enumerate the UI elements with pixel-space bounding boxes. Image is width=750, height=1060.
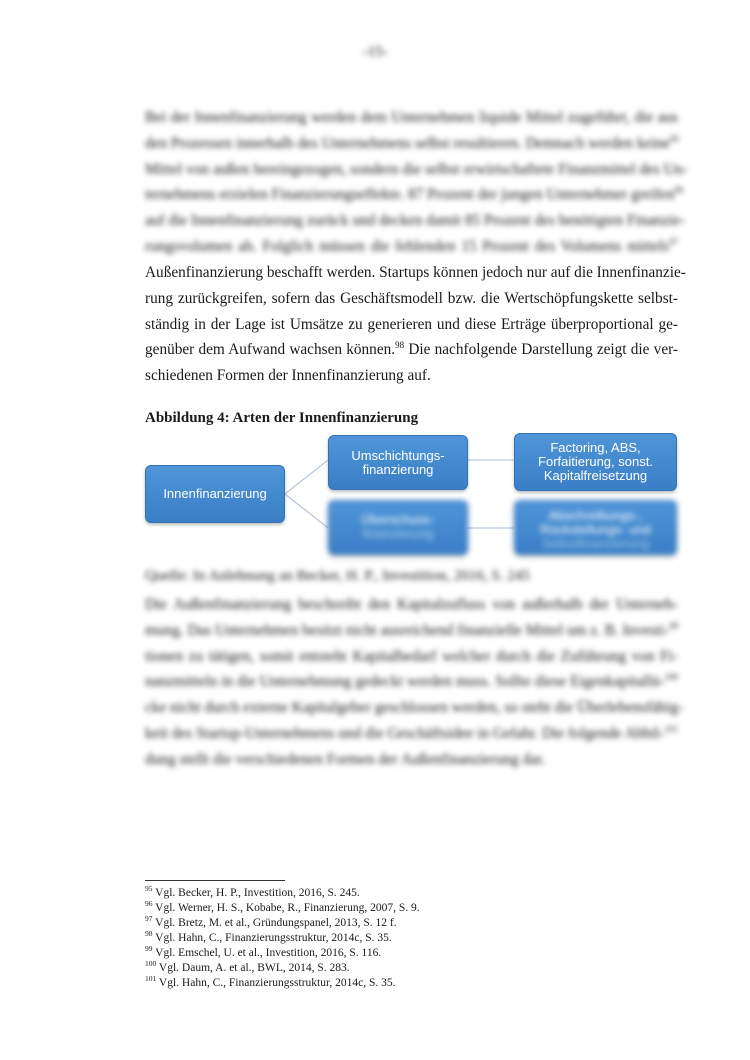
node-umschichtungsfinanzierung bbox=[328, 435, 468, 490]
text-line: genüber dem Aufwand wachsen können.$^{98}$ Die nachfolgende Darstellung zeigt die ver- bbox=[145, 340, 679, 359]
text-line: den Prozessen innerhalb des Unternehmens selbst resultieren. Demnach werden keine$^{95}$ bbox=[145, 133, 680, 152]
node-label: Innenfinanzierung bbox=[163, 486, 267, 501]
text-line: Mittel von außen hereingezogen, sondern die selbst erwirtschaftete Finanzmittel des Un- bbox=[145, 160, 688, 178]
footnote-list bbox=[145, 886, 420, 991]
text-line: Bei der Innenfinanzierung werden dem Unternehmen liquide Mittel zugeführt, die aus bbox=[145, 109, 678, 126]
node-label-line: Umschichtungs- bbox=[351, 447, 445, 463]
connector-root-top bbox=[285, 460, 328, 494]
footnote-divider bbox=[145, 880, 285, 881]
page-number: -15- bbox=[362, 44, 388, 60]
node-label-line: Abschreibungs-, bbox=[548, 508, 643, 523]
node-label-line: Rückstellungs- und bbox=[540, 522, 651, 537]
footnote: $^{96}$ Vgl. Werner, H. S., Kobabe, R., Finanzierung, 2007, S. 9. bbox=[145, 899, 420, 914]
text-line: keit des Startup-Unternehmens und die Geschäftsidee in Gefahr. Die folgende Abbil-$^{101}$ bbox=[145, 723, 679, 742]
node-label-line: Factoring, ABS, bbox=[550, 440, 641, 455]
footnote: $^{95}$ Vgl. Becker, H. P., Investition, 2016, S. 245. bbox=[145, 884, 360, 899]
node-label-line: finanzierung bbox=[362, 526, 434, 541]
footnote: $^{100}$ Vgl. Daum, A. et al., BWL, 2014, S. 283. bbox=[145, 959, 350, 974]
text-line: auf die Innenfinanzierung zurück und decken damit 85 Prozent des benötigten Finanzie- bbox=[145, 212, 685, 230]
text-line: tionen zu tätigen, somit entsteht Kapitalbedarf welcher durch die Zuführung von Fi- bbox=[145, 647, 678, 665]
footnote-ref: 100 bbox=[664, 672, 678, 683]
text-line: cke nicht durch externe Kapitalgeber geschlossen werden, so steht die Überlebensfähig- bbox=[145, 699, 684, 717]
figure-title: Abbildung 4: Arten der Innenfinanzierung bbox=[145, 410, 419, 426]
text-line: rung zurückgreifen, sofern das Geschäftsmodell bzw. die Wertschöpfungskette selbst- bbox=[145, 289, 678, 307]
footnote: $^{98}$ Vgl. Hahn, C., Finanzierungsstruktur, 2014c, S. 35. bbox=[145, 929, 392, 944]
footnote-ref: 101 bbox=[664, 723, 679, 734]
text-line: rungsvolumen ab. Folglich müssen die fehlenden 15 Prozent des Volumens mittels$^{97}$ bbox=[145, 236, 678, 255]
text-line: Außenfinanzierung beschafft werden. Startups können jedoch nur auf die Innenfinanzie- bbox=[145, 264, 686, 281]
footnote-ref: 99 bbox=[669, 620, 679, 631]
node-abschreibungen bbox=[514, 500, 677, 555]
node-ueberschussfinanzierung bbox=[328, 500, 468, 555]
footnote: $^{97}$ Vgl. Bretz, M. et al., Gründungspanel, 2013, S. 12 f. bbox=[145, 914, 397, 929]
text-line: Die Außenfinanzierung beschreibt den Kapitalzufluss von außerhalb der Unterneh- bbox=[145, 596, 678, 613]
footnote: $^{101}$ Vgl. Hahn, C., Finanzierungsstruktur, 2014c, S. 35. bbox=[145, 974, 396, 989]
footnote-ref: 95 bbox=[670, 133, 680, 144]
node-label-line: Überschuss- bbox=[361, 512, 435, 527]
text-line: dung stellt die verschiedenen Formen der Außenfinanzierung dar. bbox=[145, 750, 546, 768]
text-line: schiedenen Formen der Innenfinanzierung auf. bbox=[145, 367, 431, 385]
node-factoring bbox=[514, 433, 677, 491]
text-line: nanzmitteln in die Unternehmung gedeckt werden muss. Sollte diese Eigenkapitallü-$^{100}$ bbox=[145, 672, 678, 691]
node-innenfinanzierung bbox=[145, 465, 285, 523]
text-line: ständig in der Lage ist Umsätze zu generieren und diese Erträge überproportional ge- bbox=[145, 315, 678, 333]
node-label-line: finanzierung bbox=[362, 461, 434, 477]
node-label-line: Selbstfinanzierung bbox=[542, 536, 649, 551]
footnote-ref: 98 bbox=[395, 340, 405, 351]
body-paragraph bbox=[145, 260, 686, 389]
footnote: $^{99}$ Vgl. Emschel, U. et al., Investition, 2016, S. 116. bbox=[145, 944, 382, 959]
footnote-ref: 97 bbox=[669, 236, 678, 247]
connector-root-bottom bbox=[285, 494, 328, 528]
node-label-line: Forfaitierung, sonst. bbox=[538, 454, 653, 469]
figure-source: Quelle: In Anlehnung an Becker, H. P., Investition, 2016, S. 245 bbox=[145, 568, 530, 584]
intro-paragraph bbox=[145, 105, 688, 260]
text-line: mung. Das Unternehmen besitzt nicht ausreichend finanzielle Mittel um z. B. Investi-$^{99}$ bbox=[145, 620, 679, 639]
text-line: ternehmens erzielen Finanzierungseffekte. 87 Prozent der jungen Unternehmer greifen$^{96}$ bbox=[145, 185, 684, 204]
node-label-line: Kapitalfreisetzung bbox=[543, 468, 648, 483]
footnote-ref: 96 bbox=[674, 185, 684, 196]
outro-paragraph bbox=[145, 592, 684, 773]
